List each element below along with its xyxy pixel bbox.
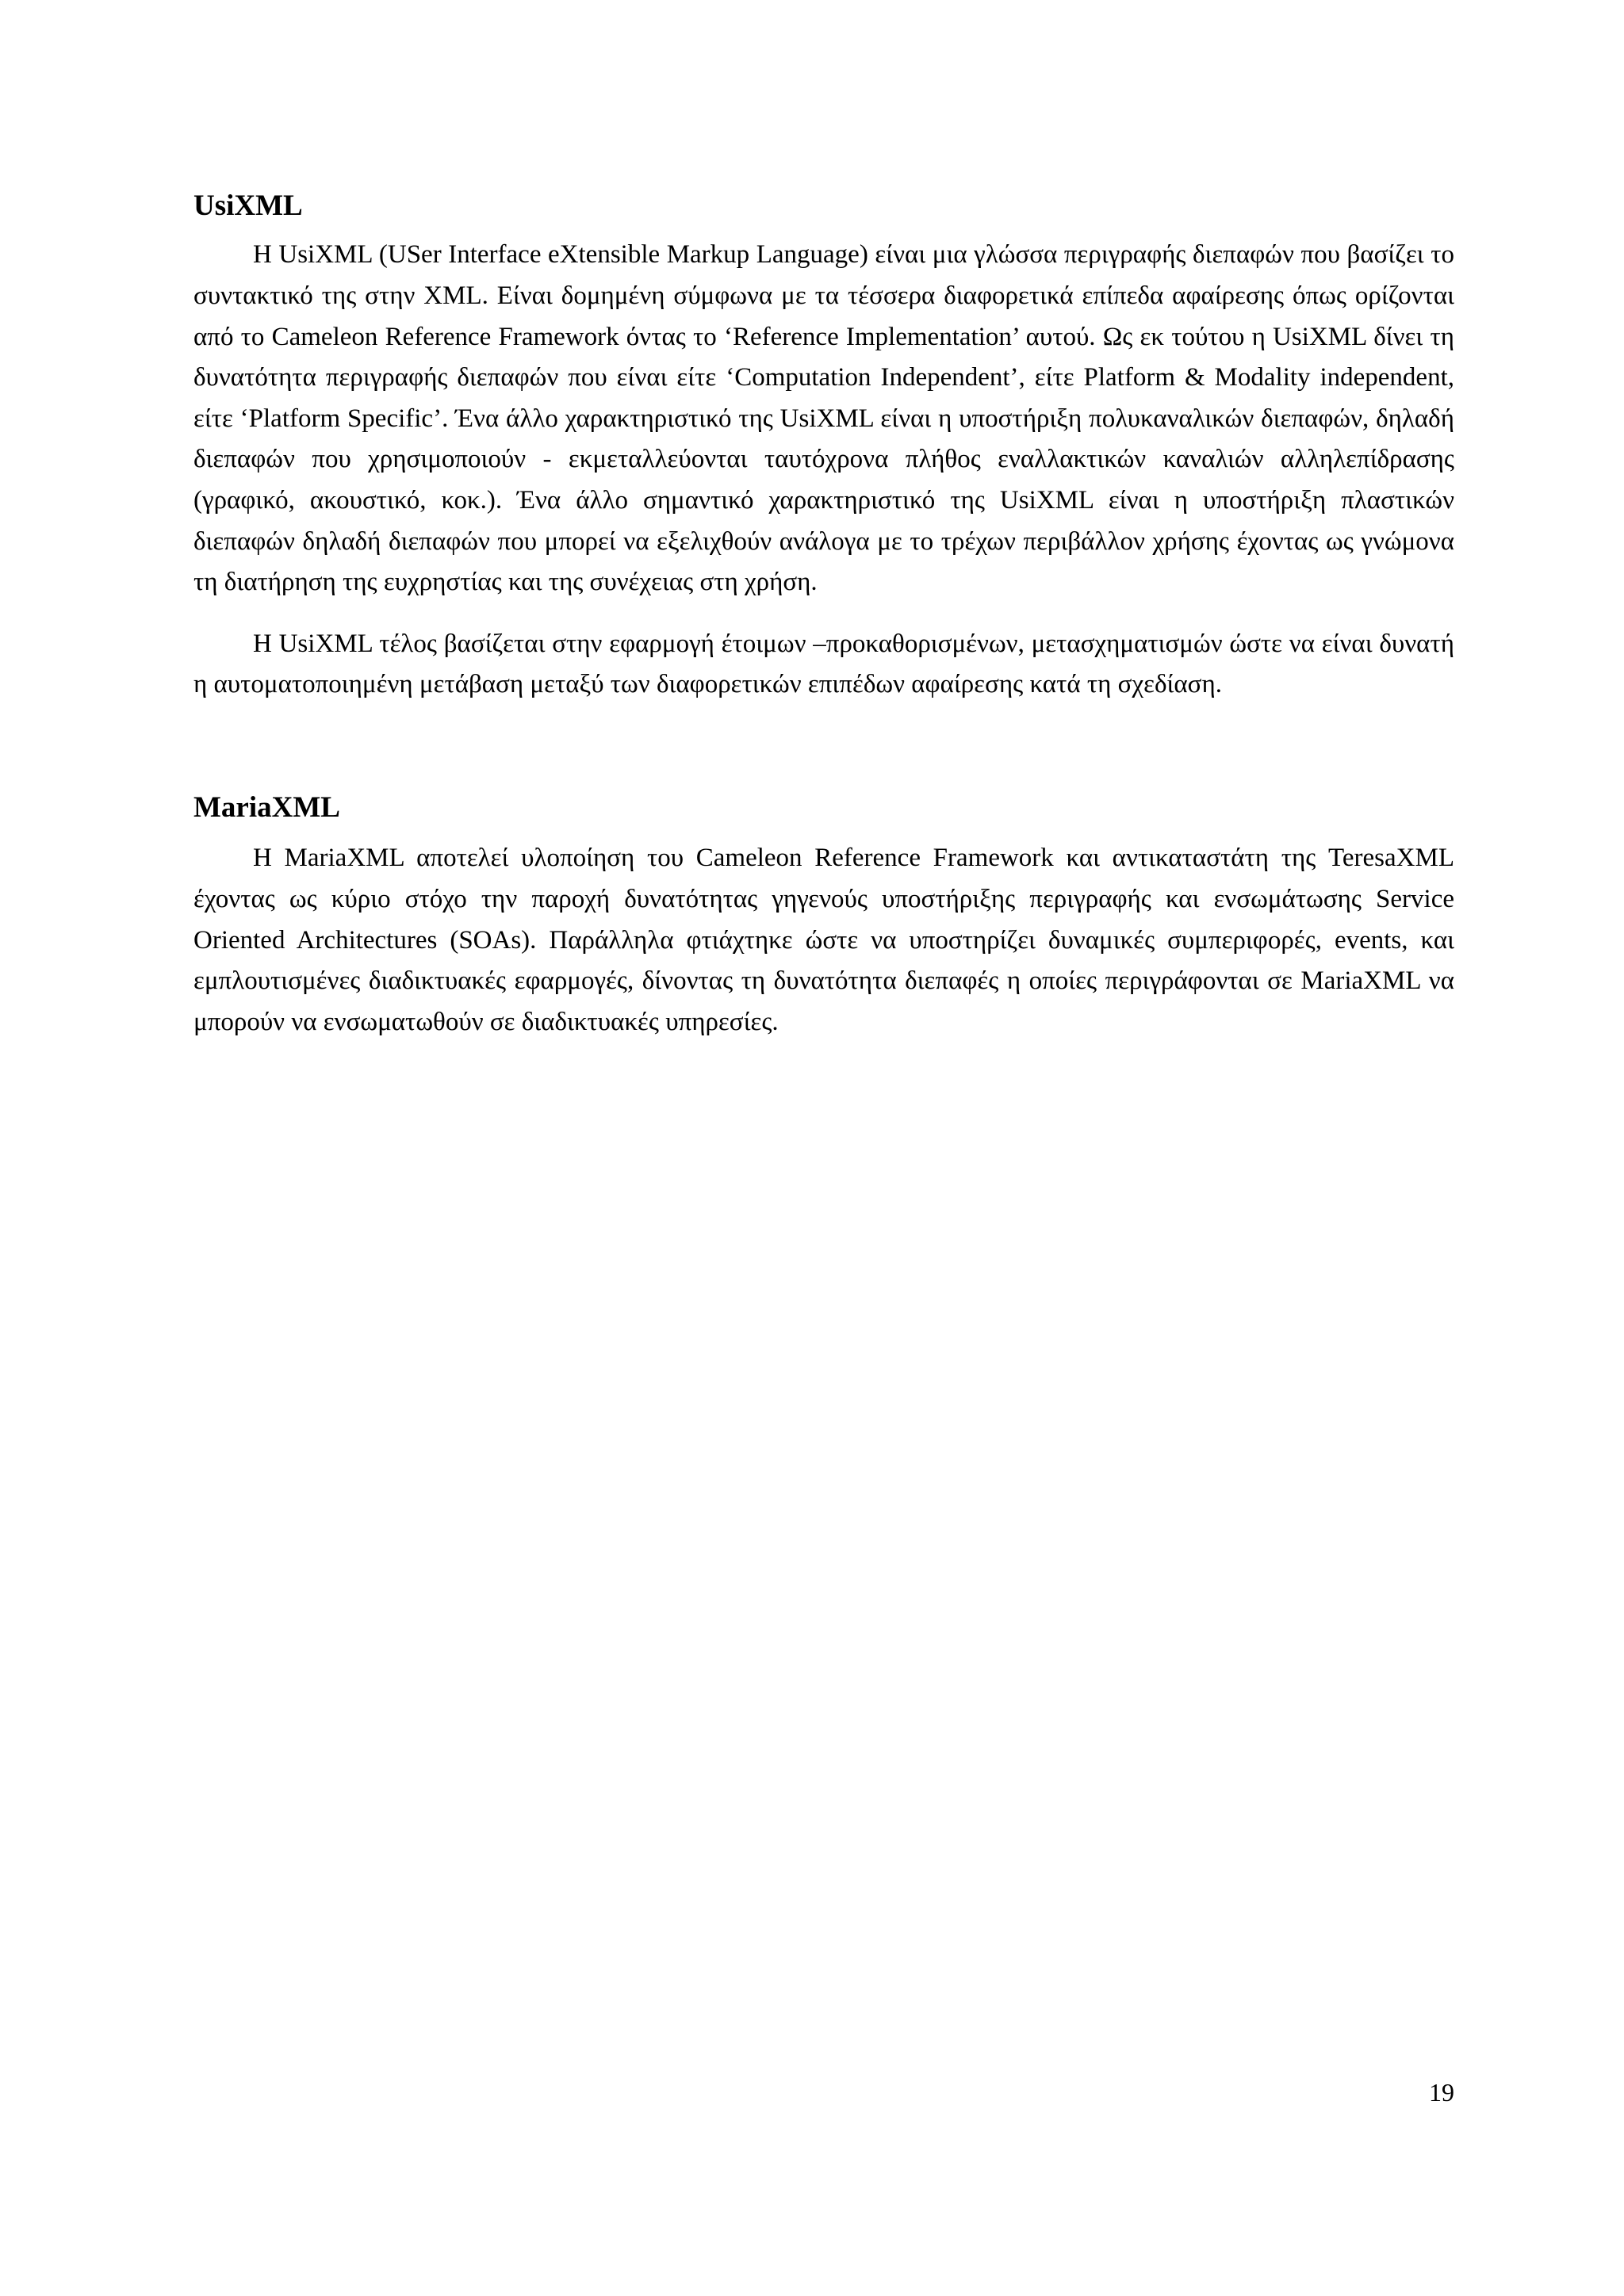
mariaxml-section-heading: MariaXML xyxy=(193,790,340,824)
page-content xyxy=(193,189,1454,1043)
mariaxml-paragraph-1: Η MariaXML αποτελεί υλοποίηση του Cameleon Reference Framework και αντικαταστάτη της TeresaXML έχοντας ως κύριο στόχο την παροχή δυνατότητας γηγενούς υποστήριξης περιγραφής και ενσωμάτωσης Service Oriented Architectures (SOAs). Παράλληλα φτιάχτηκε ώστε να υποστηρίζει δυναμικές συμπεριφορές, events, και εμπλουτισμένες διαδικτυακές εφαρμογές, δίνοντας τη δυνατότητα διεπαφές η οποίες περιγράφονται σε MariaXML να μπορούν να ενσωματωθούν σε διαδικτυακές υπηρεσίες. xyxy=(193,844,1454,1036)
page-number: 19 xyxy=(1429,2078,1454,2107)
usixml-paragraph-2: Η UsiXML τέλος βασίζεται στην εφαρμογή έτοιμων –προκαθορισμένων, μετασχηματισμών ώστε να είναι δυνατή η αυτοματοποιημένη μετάβαση μεταξύ των διαφορετικών επιπέδων αφαίρεσης κατά τη σχεδίαση. xyxy=(193,629,1454,699)
usixml-section-heading: UsiXML xyxy=(193,189,303,222)
usixml-paragraph-1: Η UsiXML (USer Interface eXtensible Markup Language) είναι μια γλώσσα περιγραφής διεπαφών που βασίζει το συντακτικό της στην XML. Είναι δομημένη σύμφωνα με τα τέσσερα διαφορετικά επίπεδα αφαίρεσης όπως ορίζονται από το Cameleon Reference Framework όντας το ‘Reference Implementation’ αυτού. Ως εκ τούτου η UsiXML δίνει τη δυνατότητα περιγραφής διεπαφών που είναι είτε ‘Computation Independent’, είτε Platform & Modality independent, είτε ‘Platform Specific’. Ένα άλλο χαρακτηριστικό της UsiXML είναι η υποστήριξη πολυκαναλικών διεπαφών, δηλαδή διεπαφών που χρησιμοποιούν - εκμεταλλεύονται ταυτόχρονα πλήθος εναλλακτικών καναλιών αλληλεπίδρασης (γραφικό, ακουστικό, κοκ.). Ένα άλλο σημαντικό χαρακτηριστικό της UsiXML είναι η υποστήριξη πλαστικών διεπαφών δηλαδή διεπαφών που μπορεί να εξελιχθούν ανάλογα με το τρέχων περιβάλλον χρήσης έχοντας ως γνώμονα τη διατήρηση της ευχρηστίας και της συνέχειας στη χρήση. xyxy=(193,240,1454,597)
